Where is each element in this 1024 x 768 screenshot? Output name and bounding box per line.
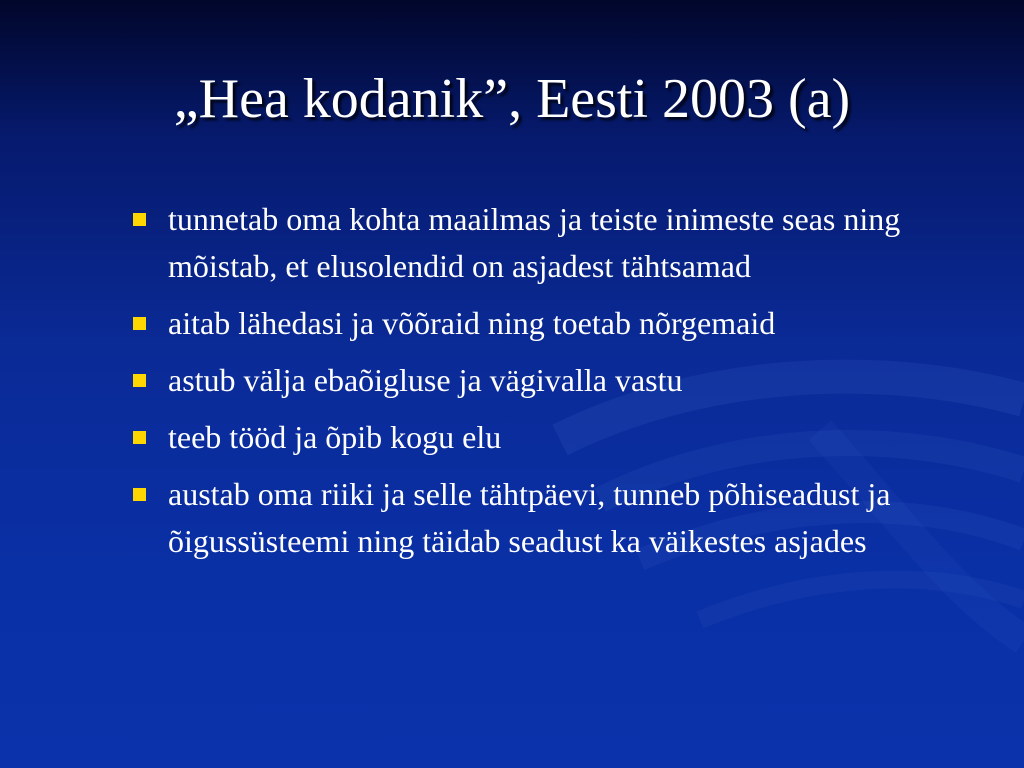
bullet-text: teeb tööd ja õpib kogu elu bbox=[168, 419, 502, 455]
bullet-text: astub välja ebaõigluse ja vägivalla vastu bbox=[168, 362, 683, 398]
square-bullet-icon bbox=[133, 317, 146, 330]
square-bullet-icon bbox=[133, 431, 146, 444]
bullet-item bbox=[130, 357, 980, 404]
square-bullet-icon bbox=[133, 374, 146, 387]
square-bullet-icon bbox=[133, 488, 146, 501]
bullet-text: tunnetab oma kohta maailmas ja teiste inimeste seas ning mõistab, et elusolendid on asjadest tähtsamad bbox=[168, 201, 901, 284]
bullet-text: aitab lähedasi ja võõraid ning toetab nõrgemaid bbox=[168, 305, 776, 341]
bullet-item bbox=[130, 300, 980, 347]
bullet-list bbox=[130, 196, 980, 575]
bullet-item bbox=[130, 471, 980, 565]
bullet-item bbox=[130, 196, 980, 290]
bullet-item bbox=[130, 414, 980, 461]
square-bullet-icon bbox=[133, 213, 146, 226]
bullet-text: austab oma riiki ja selle tähtpäevi, tunneb põhiseadust ja õigussüsteemi ning täidab seadust ka väikestes asjades bbox=[168, 476, 891, 559]
slide-title: „Hea kodanik”, Eesti 2003 (a) bbox=[173, 68, 851, 130]
